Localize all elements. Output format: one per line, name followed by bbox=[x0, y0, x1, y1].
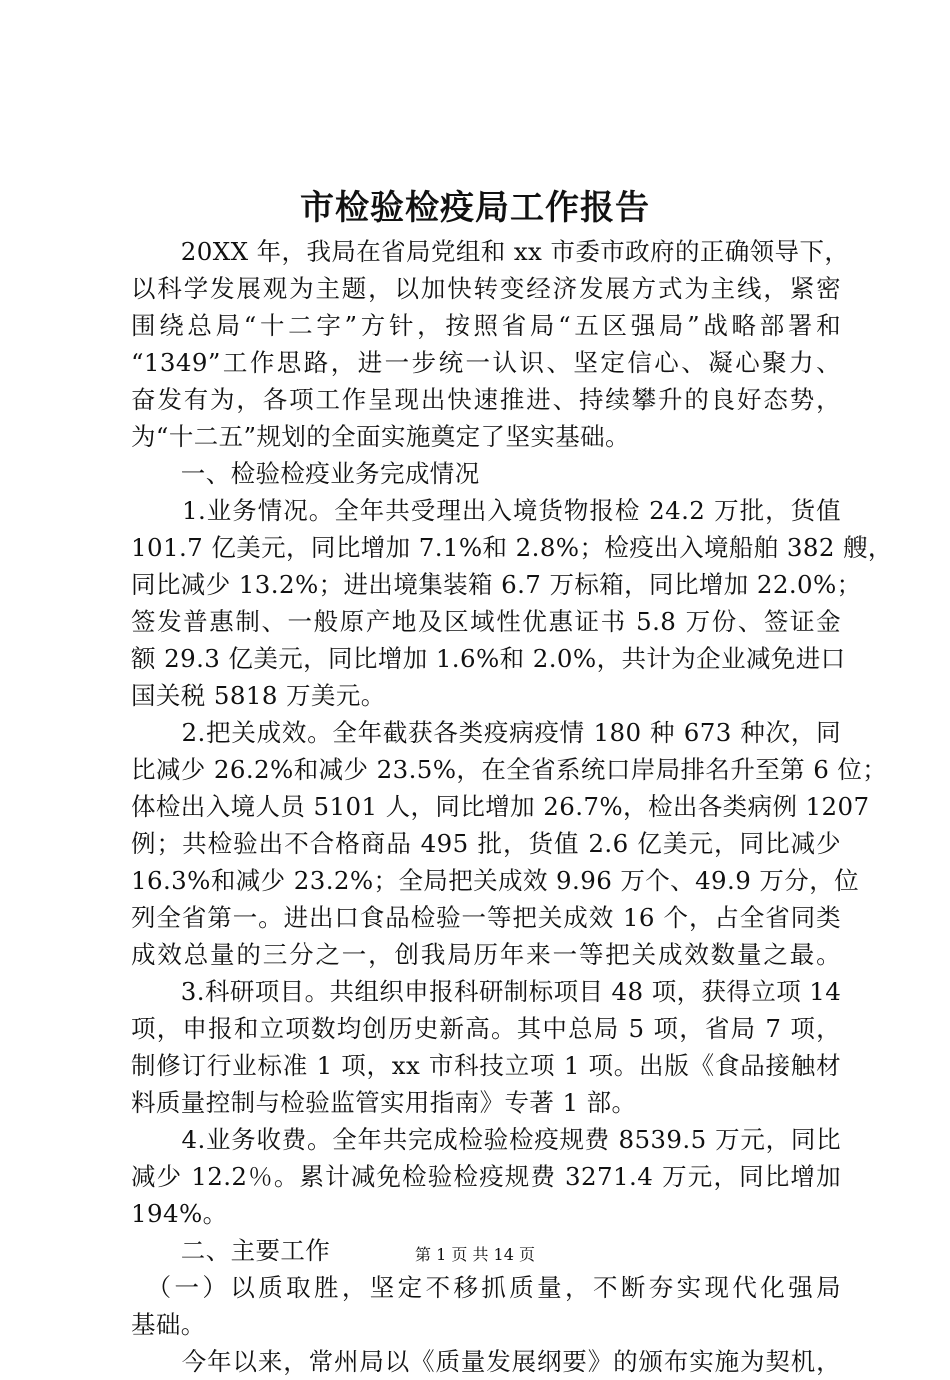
body-line: 为“十二五”规划的全面实施奠定了坚实基础。 bbox=[131, 422, 630, 451]
body-line: （一）以质取胜，坚定不移抓质量，不断夯实现代化强局 bbox=[131, 1273, 841, 1302]
body-line: 101.7 亿美元，同比增加 7.1%和 2.8%；检疫出入境船舶 382 艘， bbox=[131, 533, 893, 562]
body-line: 1.业务情况。全年共受理出入境货物报检 24.2 万批，货值 bbox=[131, 496, 841, 525]
body-line: 签发普惠制、一般原产地及区域性优惠证书 5.8 万份、签证金 bbox=[131, 607, 841, 636]
body-line: 20XX 年，我局在省局党组和 xx 市委市政府的正确领导下， bbox=[131, 237, 850, 266]
body-line: 例；共检验出不合格商品 495 批，货值 2.6 亿美元，同比减少 bbox=[131, 829, 841, 858]
body-line: 比减少 26.2%和减少 23.5%，在全省系统口岸局排名升至第 6 位； bbox=[131, 755, 888, 784]
body-line: 4.业务收费。全年共完成检验检疫规费 8539.5 万元，同比 bbox=[131, 1125, 841, 1154]
body-line: 2.把关成效。全年截获各类疫病疫情 180 种 673 种次，同 bbox=[131, 718, 841, 747]
page-footer: 第 1 页 共 14 页 bbox=[415, 1245, 535, 1264]
body-line: 项，申报和立项数均创历史新高。其中总局 5 项，省局 7 项， bbox=[131, 1014, 841, 1043]
body-line: 基础。 bbox=[131, 1310, 206, 1339]
body-line: 同比减少 13.2%；进出境集装箱 6.7 万标箱，同比增加 22.0%； bbox=[131, 570, 862, 599]
body-line: 成效总量的三分之一，创我局历年来一等把关成效数量之最。 bbox=[131, 940, 841, 969]
body-line: 3.科研项目。共组织申报科研制标项目 48 项，获得立项 14 bbox=[131, 977, 842, 1006]
body-line: 194%。 bbox=[131, 1199, 228, 1228]
body-line: 列全省第一。进出口食品检验一等把关成效 16 个，占全省同类 bbox=[131, 903, 841, 932]
body-line: 二、主要工作 bbox=[131, 1236, 331, 1265]
document-title: 市检验检疫局工作报告 bbox=[300, 188, 650, 228]
body-line: 16.3%和减少 23.2%；全局把关成效 9.96 万个、49.9 万分，位 bbox=[131, 866, 860, 895]
body-line: 料质量控制与检验监管实用指南》专著 1 部。 bbox=[131, 1088, 637, 1117]
body-line: 体检出入境人员 5101 人，同比增加 26.7%，检出各类病例 1207 bbox=[131, 792, 870, 821]
body-line: 围绕总局“十二字”方针，按照省局“五区强局”战略部署和 bbox=[131, 311, 841, 340]
body-line: 额 29.3 亿美元，同比增加 1.6%和 2.0%，共计为企业减免进口 bbox=[131, 644, 846, 673]
body-line: 国关税 5818 万美元。 bbox=[131, 681, 386, 710]
document-body bbox=[131, 233, 893, 1380]
body-line: 奋发有为，各项工作呈现出快速推进、持续攀升的良好态势， bbox=[131, 385, 841, 414]
body-line: 一、检验检疫业务完成情况 bbox=[131, 459, 480, 488]
body-line: “1349”工作思路，进一步统一认识、坚定信心、凝心聚力、 bbox=[131, 348, 841, 377]
body-line: 制修订行业标准 1 项，xx 市科技立项 1 项。出版《食品接触材 bbox=[131, 1051, 841, 1080]
body-line: 减少 12.2％。累计减免检验检疫规费 3271.4 万元，同比增加 bbox=[131, 1162, 841, 1191]
body-line: 以科学发展观为主题，以加快转变经济发展方式为主线，紧密 bbox=[131, 274, 841, 303]
body-line: 今年以来，常州局以《质量发展纲要》的颁布实施为契机， bbox=[131, 1347, 841, 1376]
